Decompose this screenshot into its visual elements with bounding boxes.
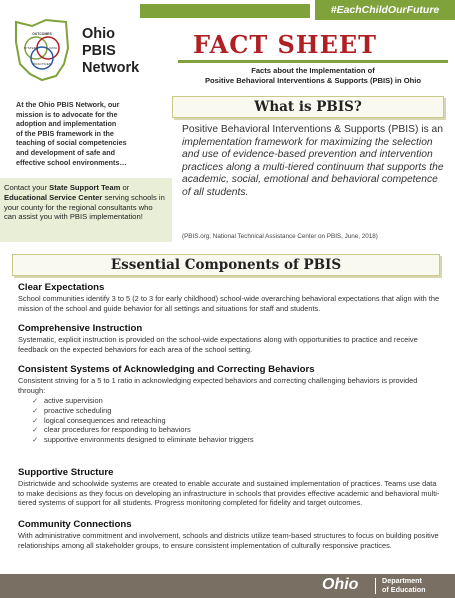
section-body: Districtwide and schoolwide systems are created to enable accurate and sustained implementation of practices. Teams use data to make decisions as they focus on developing an infrastructure in schools that provides effective academic and behavioral multi-tiered systems of support for all students. Progress monitoring completed for fidelity and target outcomes. [18,479,440,508]
brand-name [82,26,139,77]
section-heading: Clear Expectations [18,282,105,293]
bullet-list [32,396,442,444]
list-item: ✓ active supervision [32,396,103,406]
section-heading: Community Connections [18,519,132,530]
hashtag-banner: #EachChildOurFuture [315,0,455,20]
section-comprehensive-instruction [18,323,442,354]
what-is-pbis-header [172,96,444,118]
section-body: School communities identify 3 to 5 (2 to 3 for early childhood) school-wide overarching behavioral expectations that align with the mission of the school and guide behavior for all settings and situations for staff and students. [18,294,440,313]
svg-text:DATA: DATA [49,46,57,50]
section-clear-expectations [18,282,442,313]
brand-line: PBIS [82,43,116,59]
green-accent-bar [140,4,310,18]
section-supportive-structure [18,467,442,508]
checkmark-icon: ✓ [32,434,39,444]
checkmark-icon: ✓ [32,396,39,406]
ohio-logo: Ohio [322,576,359,593]
mission-statement: At the Ohio PBIS Network, our mission is to advocate for the adoption and implementation of the PBIS framework in the teaching of social competencies and development of safe and effective school environments… [16,100,127,167]
checkmark-icon: ✓ [32,425,39,435]
ohio-pbis-logo [12,18,72,82]
checkmark-icon: ✓ [32,415,39,425]
footer-bar [0,574,455,598]
section-heading: Supportive Structure [18,467,114,478]
svg-text:SYSTEMS: SYSTEMS [23,46,39,50]
section-body: Systematic, explicit instruction is provided on the school-wide expectations along with opportunities to practice and receive feedback on the expected behaviors for each area of the school setting. [18,335,418,354]
section-body: Consistent striving for a 5 to 1 ratio in acknowledging expected behaviors and correcting challenging behaviors is provided through: [18,376,418,395]
section-heading: Consistent Systems of Acknowledging and Correcting Behaviors [18,364,315,375]
what-is-pbis-title: What is PBIS? [254,99,362,115]
department-of-education-label: Department of Education [382,576,426,594]
section-body: With administrative commitment and involvement, schools and districts utilize team-based structures to focus on building positive relationships among all stakeholder groups, to ensure consistent implementation of culturally responsive practices. [18,531,439,550]
section-heading: Comprehensive Instruction [18,323,143,334]
essential-components-header [12,254,440,276]
svg-text:OUTCOMES: OUTCOMES [32,32,52,36]
pbis-citation: (PBIS.org, National Technical Assistance Center on PBIS, June, 2018) [182,233,378,240]
svg-text:PRACTICES: PRACTICES [33,62,51,66]
section-community-connections [18,519,442,550]
fact-sheet-title: FACT SHEET [192,30,378,59]
list-item: ✓ proactive scheduling [32,406,112,415]
checkmark-icon: ✓ [32,406,39,415]
list-item: ✓ logical consequences and reteaching [32,415,166,425]
list-item: ✓ supportive environments designed to eliminate behavior triggers [32,434,254,444]
section-consistent-systems [18,364,442,444]
fact-sheet-subtitle: Facts about the Implementation of Positive Behavioral Interventions & Supports (PBIS) in Ohio [204,66,422,85]
essential-components-title: Essential Components of PBIS [110,257,342,273]
title-rule [178,60,448,63]
footer-divider [375,578,376,594]
pbis-definition: Positive Behavioral Interventions & Supports (PBIS) is an implementation framework for maximizing the selection and use of evidence-based prevention and intervention practices along a multi-tiered continuum that supports the academic, social, emotional and behavioral competence of all students. [182,124,444,198]
brand-line: Network [82,60,140,76]
list-item: ✓ clear procedures for responding to behaviors [32,425,191,435]
contact-callout: Contact your State Support Team or Educational Service Center serving schools in your county for the regional consultants who can assist you with PBIS implementation! [0,178,172,242]
state-support-team-label: State Support Team [49,183,121,192]
educational-service-center-label: Educational Service Center [4,192,103,202]
brand-line: Ohio [82,26,116,42]
